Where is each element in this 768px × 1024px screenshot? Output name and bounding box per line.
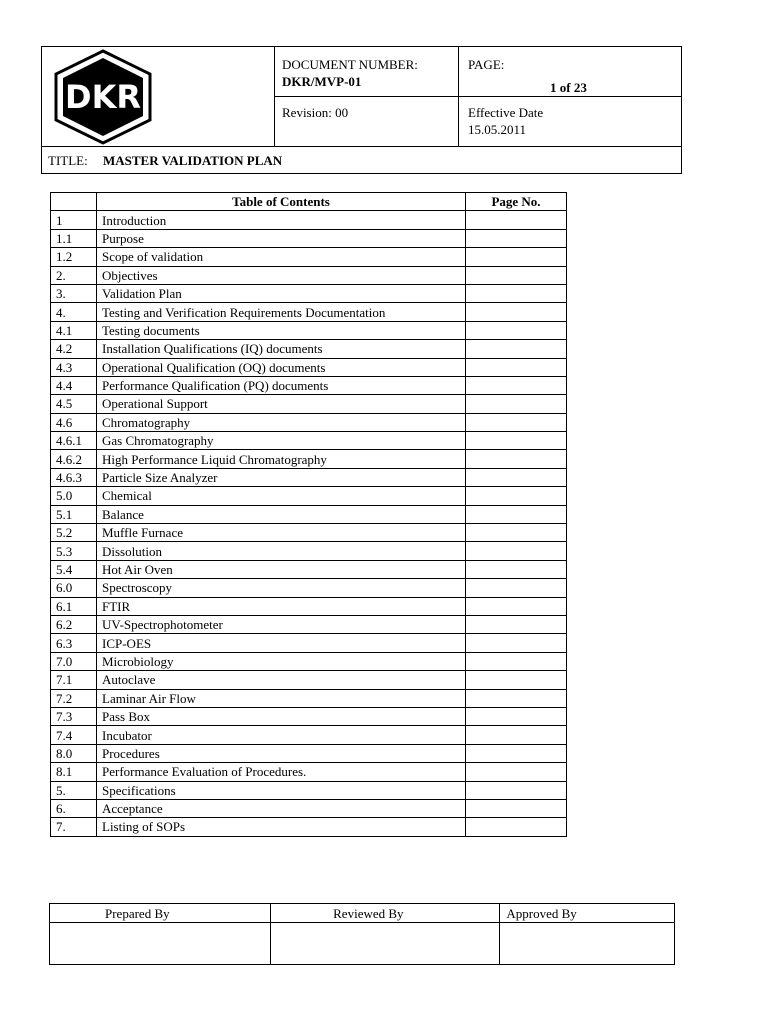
toc-page-number [466, 707, 567, 725]
toc-page-number [466, 450, 567, 468]
signoff-header-row [50, 904, 675, 923]
toc-section-title: Introduction [97, 211, 466, 229]
toc-section-title: Operational Qualification (OQ) documents [97, 358, 466, 376]
toc-section-number: 4.4 [51, 376, 97, 394]
toc-header-page: Page No. [466, 193, 567, 211]
toc-section-number: 4.2 [51, 340, 97, 358]
toc-section-number: 4.3 [51, 358, 97, 376]
toc-page-number [466, 376, 567, 394]
toc-row [51, 597, 567, 615]
toc-page-number [466, 248, 567, 266]
toc-section-number: 5.2 [51, 524, 97, 542]
toc-row [51, 340, 567, 358]
effective-date-value: 15.05.2011 [468, 122, 527, 137]
toc-page-number [466, 284, 567, 302]
toc-section-number: 7.2 [51, 689, 97, 707]
toc-section-title: Particle Size Analyzer [97, 468, 466, 486]
toc-row [51, 818, 567, 836]
toc-page-number [466, 560, 567, 578]
toc-section-title: Pass Box [97, 707, 466, 725]
toc-section-title: Muffle Furnace [97, 524, 466, 542]
toc-section-number: 7.4 [51, 726, 97, 744]
toc-page-number [466, 781, 567, 799]
toc-section-title: ICP-OES [97, 634, 466, 652]
toc-section-title: Laminar Air Flow [97, 689, 466, 707]
toc-row [51, 726, 567, 744]
toc-row [51, 542, 567, 560]
toc-section-title: UV-Spectrophotometer [97, 615, 466, 633]
toc-section-title: Chemical [97, 487, 466, 505]
toc-section-number: 4.6.3 [51, 468, 97, 486]
toc-section-number: 5.0 [51, 487, 97, 505]
toc-row [51, 799, 567, 817]
toc-row [51, 248, 567, 266]
toc-page-number [466, 726, 567, 744]
toc-section-number: 5.3 [51, 542, 97, 560]
toc-header-title: Table of Contents [97, 193, 466, 211]
toc-row [51, 432, 567, 450]
toc-page-number [466, 303, 567, 321]
toc-section-title: Validation Plan [97, 284, 466, 302]
toc-row [51, 413, 567, 431]
toc-row [51, 524, 567, 542]
toc-section-title: Performance Qualification (PQ) documents [97, 376, 466, 394]
toc-section-title: Hot Air Oven [97, 560, 466, 578]
toc-section-title: Incubator [97, 726, 466, 744]
toc-row [51, 284, 567, 302]
toc-section-number: 4.6.1 [51, 432, 97, 450]
toc-row [51, 229, 567, 247]
toc-section-title: Performance Evaluation of Procedures. [97, 763, 466, 781]
toc-page-number [466, 358, 567, 376]
toc-section-number: 7.1 [51, 671, 97, 689]
toc-section-title: Testing documents [97, 321, 466, 339]
toc-section-number: 7.0 [51, 652, 97, 670]
toc-section-number: 6.1 [51, 597, 97, 615]
company-logo [51, 48, 155, 146]
toc-section-title: Dissolution [97, 542, 466, 560]
toc-section-number: 1.2 [51, 248, 97, 266]
toc-section-title: Autoclave [97, 671, 466, 689]
toc-page-number [466, 321, 567, 339]
toc-section-title: FTIR [97, 597, 466, 615]
toc-page-number [466, 652, 567, 670]
toc-section-number: 6.3 [51, 634, 97, 652]
toc-section-number: 3. [51, 284, 97, 302]
toc-row [51, 560, 567, 578]
toc-section-number: 4. [51, 303, 97, 321]
toc-section-number: 2. [51, 266, 97, 284]
toc-row [51, 358, 567, 376]
toc-row [51, 468, 567, 486]
toc-page-number [466, 615, 567, 633]
toc-row [51, 211, 567, 229]
page-label: PAGE: [468, 57, 505, 72]
toc-page-number [466, 634, 567, 652]
toc-page-number [466, 413, 567, 431]
toc-row [51, 395, 567, 413]
toc-page-number [466, 744, 567, 762]
doc-number-value: DKR/MVP-01 [282, 74, 362, 89]
toc-page-number [466, 597, 567, 615]
toc-section-title: Specifications [97, 781, 466, 799]
toc-section-number: 8.1 [51, 763, 97, 781]
logo-text: DKR [65, 78, 141, 116]
reviewed-by-label: Reviewed By [271, 904, 500, 923]
toc-row [51, 671, 567, 689]
toc-page-number [466, 799, 567, 817]
toc-page-number [466, 487, 567, 505]
toc-page-number [466, 542, 567, 560]
toc-section-number: 8.0 [51, 744, 97, 762]
toc-section-title: Balance [97, 505, 466, 523]
toc-row [51, 487, 567, 505]
toc-page-number [466, 340, 567, 358]
toc-page-number [466, 671, 567, 689]
toc-section-number: 4.1 [51, 321, 97, 339]
toc-row [51, 744, 567, 762]
signoff-table [49, 903, 675, 965]
revision-label: Revision: 00 [282, 105, 349, 120]
toc-page-number [466, 689, 567, 707]
document-header [41, 46, 682, 174]
toc-section-title: Objectives [97, 266, 466, 284]
toc-section-number: 5. [51, 781, 97, 799]
toc-page-number [466, 432, 567, 450]
toc-section-title: Microbiology [97, 652, 466, 670]
toc-row [51, 450, 567, 468]
toc-page-number [466, 468, 567, 486]
toc-section-number: 4.6.2 [51, 450, 97, 468]
toc-section-number: 4.5 [51, 395, 97, 413]
title-label: TITLE: [48, 153, 88, 168]
toc-section-title: Purpose [97, 229, 466, 247]
document-title: MASTER VALIDATION PLAN [103, 153, 283, 168]
signoff-signature-row [50, 923, 675, 965]
reviewed-by-signature [271, 923, 500, 965]
toc-page-number [466, 505, 567, 523]
toc-page-number [466, 763, 567, 781]
toc-section-number: 1 [51, 211, 97, 229]
effective-date-label: Effective Date [468, 105, 544, 120]
table-of-contents [50, 192, 567, 837]
toc-row [51, 652, 567, 670]
toc-page-number [466, 266, 567, 284]
toc-row [51, 781, 567, 799]
toc-section-title: Testing and Verification Requirements Documentation [97, 303, 466, 321]
toc-section-number: 6.2 [51, 615, 97, 633]
toc-row [51, 266, 567, 284]
toc-section-title: Spectroscopy [97, 579, 466, 597]
toc-page-number [466, 211, 567, 229]
toc-section-number: 6.0 [51, 579, 97, 597]
toc-section-number: 5.4 [51, 560, 97, 578]
toc-page-number [466, 524, 567, 542]
toc-section-number: 1.1 [51, 229, 97, 247]
toc-row [51, 505, 567, 523]
toc-section-number: 6. [51, 799, 97, 817]
approved-by-label: Approved By [500, 904, 675, 923]
toc-page-number [466, 818, 567, 836]
toc-section-title: Installation Qualifications (IQ) documents [97, 340, 466, 358]
toc-header-number [51, 193, 97, 211]
toc-row [51, 321, 567, 339]
toc-section-number: 5.1 [51, 505, 97, 523]
toc-section-title: High Performance Liquid Chromatography [97, 450, 466, 468]
toc-row [51, 579, 567, 597]
toc-row [51, 615, 567, 633]
toc-row [51, 303, 567, 321]
toc-section-title: Chromatography [97, 413, 466, 431]
toc-header-row [51, 193, 567, 211]
toc-page-number [466, 579, 567, 597]
toc-section-number: 7. [51, 818, 97, 836]
approved-by-signature [500, 923, 675, 965]
toc-page-number [466, 229, 567, 247]
toc-section-title: Acceptance [97, 799, 466, 817]
toc-section-number: 7.3 [51, 707, 97, 725]
prepared-by-signature [50, 923, 271, 965]
page-value: 1 of 23 [550, 80, 587, 95]
toc-section-title: Gas Chromatography [97, 432, 466, 450]
toc-section-title: Operational Support [97, 395, 466, 413]
toc-section-title: Scope of validation [97, 248, 466, 266]
doc-number-label: DOCUMENT NUMBER: [282, 57, 418, 72]
toc-section-number: 4.6 [51, 413, 97, 431]
toc-row [51, 689, 567, 707]
toc-row [51, 707, 567, 725]
prepared-by-label: Prepared By [50, 904, 271, 923]
toc-row [51, 634, 567, 652]
toc-row [51, 763, 567, 781]
toc-section-title: Listing of SOPs [97, 818, 466, 836]
toc-page-number [466, 395, 567, 413]
toc-row [51, 376, 567, 394]
toc-section-title: Procedures [97, 744, 466, 762]
